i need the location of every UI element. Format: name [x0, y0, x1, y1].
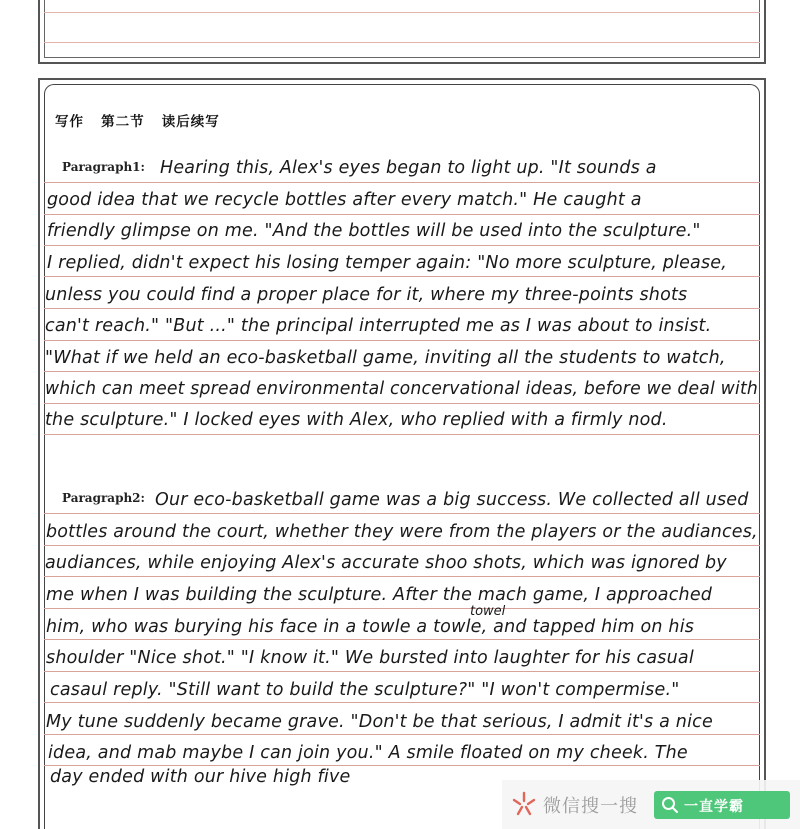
handwritten-line: Hearing this, Alex's eyes began to light up. "It sounds a [160, 158, 657, 178]
handwritten-line: shoulder "Nice shot." "I know it." We bursted into laughter for his casual [46, 648, 694, 668]
writing-line [44, 513, 760, 514]
writing-line [44, 545, 760, 546]
paragraph2-label: Paragraph2: [62, 491, 145, 505]
handwritten-line: I replied, didn't expect his losing temper again: "No more sculpture, please, [47, 253, 728, 273]
writing-line [44, 403, 760, 404]
handwritten-line: good idea that we recycle bottles after every match." He caught a [47, 190, 642, 210]
writing-line [44, 214, 760, 215]
writing-line [44, 245, 760, 246]
handwritten-line: him, who was burying his face in a towle a towle, and tapped him on his [46, 617, 695, 637]
writing-line [44, 639, 760, 640]
handwritten-line: audiances, while enjoying Alex's accurate shoo shots, which was ignored by [45, 553, 727, 573]
search-icon [661, 796, 679, 814]
handwritten-line: can't reach." "But ..." the principal interrupted me as I was about to insist. [45, 316, 712, 336]
handwritten-line: bottles around the court, whether they were from the players or the audiances, [46, 522, 758, 542]
writing-line [44, 340, 760, 341]
handwritten-line: unless you could find a proper place for it, where my three-points shots [45, 285, 688, 305]
writing-line [44, 576, 760, 577]
handwritten-line: the sculpture." I locked eyes with Alex, who replied with a firmly nod. [45, 410, 668, 430]
watermark-text: 微信搜一搜 [543, 796, 638, 817]
handwritten-line: casaul reply. "Still want to build the sculpture?" "I won't compermise." [50, 680, 680, 700]
paragraph1-label: Paragraph1: [62, 160, 145, 174]
watermark-button-label: 一直学霸 [684, 799, 744, 815]
writing-line [44, 276, 760, 277]
previous-box-rule [44, 12, 760, 13]
wechat-search-logo-icon [510, 790, 538, 818]
section-title: 写作 第二节 读后续写 [55, 114, 220, 130]
previous-answer-box [38, 0, 766, 64]
handwritten-line: which can meet spread environmental concervational ideas, before we deal with [45, 379, 759, 399]
writing-line [44, 434, 760, 435]
handwritten-line: day ended with our hive high five [50, 767, 351, 787]
handwritten-line: idea, and mab maybe I can join you." A smile floated on my cheek. The [48, 743, 688, 763]
writing-line [44, 371, 760, 372]
previous-box-rule [44, 42, 760, 43]
handwritten-line: friendly glimpse on me. "And the bottles will be used into the sculpture." [47, 221, 701, 241]
writing-line [44, 308, 760, 309]
handwritten-insertion: towel [470, 604, 506, 619]
handwritten-line: Our eco-basketball game was a big success. We collected all used [155, 490, 749, 510]
writing-line [44, 608, 760, 609]
writing-line [44, 765, 760, 766]
handwritten-line: My tune suddenly became grave. "Don't be that serious, I admit it's a nice [46, 712, 713, 732]
writing-line [44, 734, 760, 735]
writing-line [44, 671, 760, 672]
writing-line [44, 702, 760, 703]
previous-answer-box-inner [44, 0, 760, 58]
writing-line [44, 182, 760, 183]
handwritten-line: me when I was building the sculpture. After the mach game, I approached [46, 585, 713, 605]
handwritten-line: "What if we held an eco-basketball game, inviting all the students to watch, [45, 348, 726, 368]
